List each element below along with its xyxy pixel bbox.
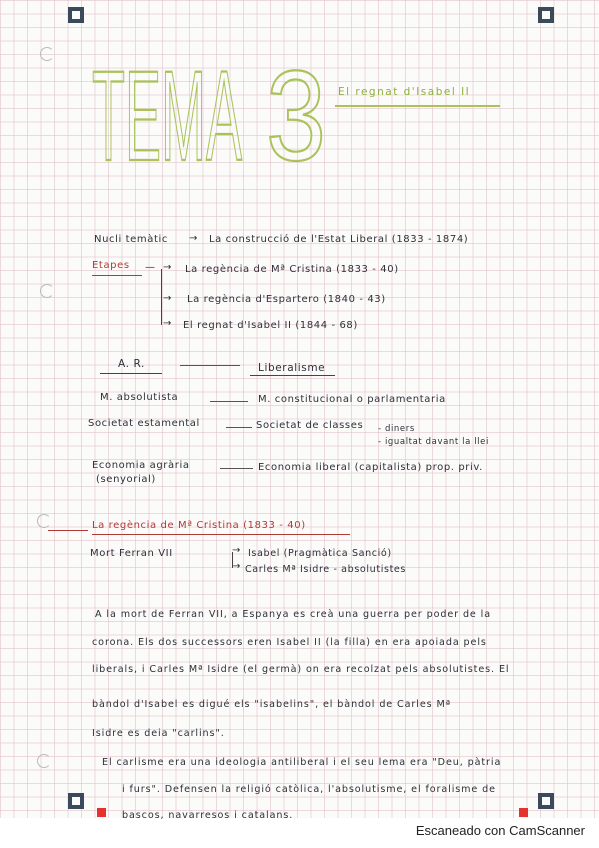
red-marker	[97, 808, 106, 817]
row-right: Economia liberal (capitalista) prop. priv.	[258, 462, 483, 473]
scan-corner-marker	[68, 793, 84, 809]
binder-hole	[37, 754, 51, 768]
etapes-dash: —	[145, 262, 156, 273]
binder-hole	[40, 284, 54, 298]
branch-item: Carles Mª Isidre - absolutistes	[245, 564, 407, 575]
branch-item: Isabel (Pragmàtica Sanció)	[248, 548, 392, 559]
title-number: 3	[266, 45, 326, 172]
etapa-item: La regència d'Espartero (1840 - 43)	[187, 294, 386, 305]
paragraph-line: bàndol d'Isabel es digué els "isabelins", el bàndol de Carles Mª	[92, 699, 452, 710]
title-word: TEMA	[92, 45, 243, 172]
section-underline	[92, 534, 350, 535]
nucli-text: La construcció de l'Estat Liberal (1833 - 1874)	[209, 234, 469, 245]
header-connector	[180, 365, 240, 366]
section-heading: La regència de Mª Cristina (1833 - 40)	[92, 520, 306, 531]
liberalisme-underline	[250, 375, 335, 376]
row-note: - diners	[378, 424, 415, 434]
paragraph-line: liberals, i Carles Mª Isidre (el germà) on era recolzat pels absolutistes. El	[92, 664, 510, 675]
paragraph-line: El carlisme era una ideologia antiliberal i el seu lema era "Deu, pàtria	[102, 757, 502, 768]
liberalisme-header: Liberalisme	[258, 362, 326, 374]
binder-hole	[37, 514, 51, 528]
row-left: Societat estamental	[88, 418, 200, 429]
mort-label: Mort Ferran VII	[90, 548, 173, 559]
arrow-3: →	[163, 318, 172, 329]
subtitle-underline	[335, 105, 500, 107]
row-connector	[220, 468, 253, 469]
etapes-bracket	[161, 269, 162, 325]
etapa-item: El regnat d'Isabel II (1844 - 68)	[183, 320, 358, 331]
row-left: Economia agrària	[92, 460, 190, 471]
arrow-1: →	[163, 262, 172, 273]
branch-arrow: →	[232, 561, 241, 572]
row-connector	[210, 401, 248, 402]
paragraph-line: corona. Els dos successors eren Isabel II (la filla) en era apoiada pels	[92, 637, 487, 648]
ar-header: A. R.	[118, 358, 145, 370]
paragraph-line: A la mort de Ferran VII, a Espanya es creà una guerra per poder de la	[95, 609, 492, 620]
scanner-watermark: Escaneado con CamScanner	[415, 823, 585, 838]
row-left-2: (senyorial)	[96, 474, 156, 485]
section-line-left	[48, 530, 88, 531]
scan-corner-marker	[538, 7, 554, 23]
scan-corner-marker	[538, 793, 554, 809]
etapes-label: Etapes	[92, 260, 130, 271]
row-right: Societat de classes	[256, 420, 364, 431]
binder-hole	[40, 47, 54, 61]
title-subtitle: El regnat d'Isabel II	[338, 86, 471, 98]
paragraph-line: bascos, navarresos i catalans.	[122, 810, 294, 821]
ar-underline	[100, 373, 162, 374]
nucli-label: Nucli temàtic	[94, 234, 168, 245]
row-right: M. constitucional o parlamentaria	[258, 394, 446, 405]
paragraph-line: i furs". Defensen la religió catòlica, l'absolutisme, el foralisme de	[122, 784, 496, 795]
row-connector	[226, 427, 252, 428]
etapa-item: La regència de Mª Cristina (1833 - 40)	[185, 264, 399, 275]
paragraph-line: Isidre es deia "carlins".	[92, 728, 225, 739]
row-left: M. absolutista	[100, 392, 179, 403]
etapes-underline	[92, 275, 142, 276]
red-marker	[519, 808, 528, 817]
title-block	[90, 42, 340, 172]
nucli-arrow: →	[189, 233, 198, 244]
row-note: - igualtat davant la llei	[378, 437, 489, 447]
arrow-2: →	[163, 293, 172, 304]
branch-arrow: →	[232, 545, 241, 556]
scan-corner-marker	[68, 7, 84, 23]
